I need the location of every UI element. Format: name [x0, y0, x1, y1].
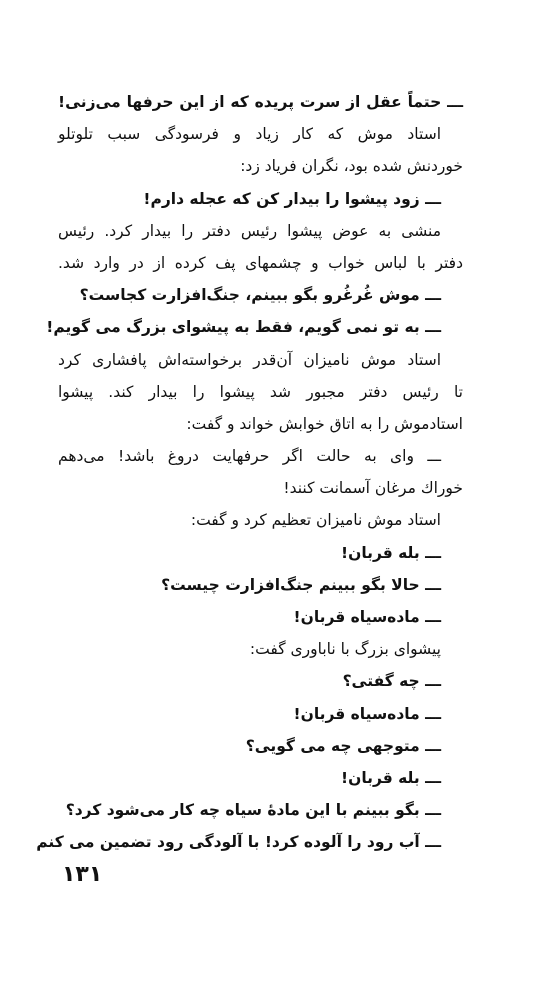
- text-line: ـــ زود پیشوا را بیدار کن که عجله دارم!: [143, 189, 441, 208]
- page-number: ۱۳۱: [62, 862, 103, 887]
- text-line: ـــ ماده‌سیاه قربان!: [293, 608, 441, 626]
- text-line: ـــ موش غُرغُرو بگو ببینم، جنگ‌افزارت کجاست؟: [79, 286, 441, 305]
- text-line: استاد موش که کار زیاد و فرسودگی سبب تلوتلو: [58, 125, 441, 144]
- text-line: منشی به عوض پیشوا رئیس دفتر را بیدار کرد. رئیس: [58, 221, 441, 240]
- text-line: ـــ بگو ببینم با این مادهٔ سیاه چه کار می‌شود کرد؟: [65, 801, 441, 820]
- text-line: ـــ به تو نمی گویم، فقط به پیشوای بزرگ می گویم!: [46, 318, 441, 337]
- text-line: استاد موش نامیزان تعظیم کرد و گفت:: [190, 511, 441, 530]
- text-line: ـــ متوجهی چه می گویی؟: [245, 736, 441, 755]
- text-line: استادموش را به اتاق خوابش خواند و گفت:: [186, 414, 463, 433]
- text-line: استاد موش نامیزان آن‌قدر برخواسته‌اش پافشاری کرد: [58, 350, 441, 369]
- text-line: ـــ بله قربان!: [341, 543, 441, 562]
- text-line: ـــ وای به حالت اگر حرفهایت دروغ باشد! می‌دهم: [58, 447, 441, 466]
- text-line: ـــ حتماً عقل از سرت پریده که از این حرفها می‌زنی!: [58, 93, 463, 111]
- text-line: ـــ ماده‌سیاه قربان!: [293, 704, 441, 723]
- text-line: ـــ حالا بگو ببینم جنگ‌افزارت چیست؟: [161, 575, 441, 594]
- text-line: تا رئیس دفتر مجبور شد پیشوا را بیدار کند. پیشوا: [58, 382, 463, 401]
- text-line: ـــ آب رود را آلوده کرد! با آلودگی رود تضمین می کنم: [36, 833, 441, 852]
- text-line: خوردنش شده بود، نگران فریاد زد:: [240, 157, 463, 176]
- text-line: خوراك مرغان آسمانت کنند!: [283, 479, 463, 498]
- book-page-text: [36, 86, 463, 859]
- text-line: ـــ چه گفتی؟: [342, 672, 441, 691]
- text-line: دفتر با لباس خواب و چشمهای پف کرده از در وارد شد.: [58, 253, 463, 272]
- text-line: پیشوای بزرگ با ناباوری گفت:: [249, 640, 441, 659]
- text-line: ـــ بله قربان!: [341, 768, 441, 787]
